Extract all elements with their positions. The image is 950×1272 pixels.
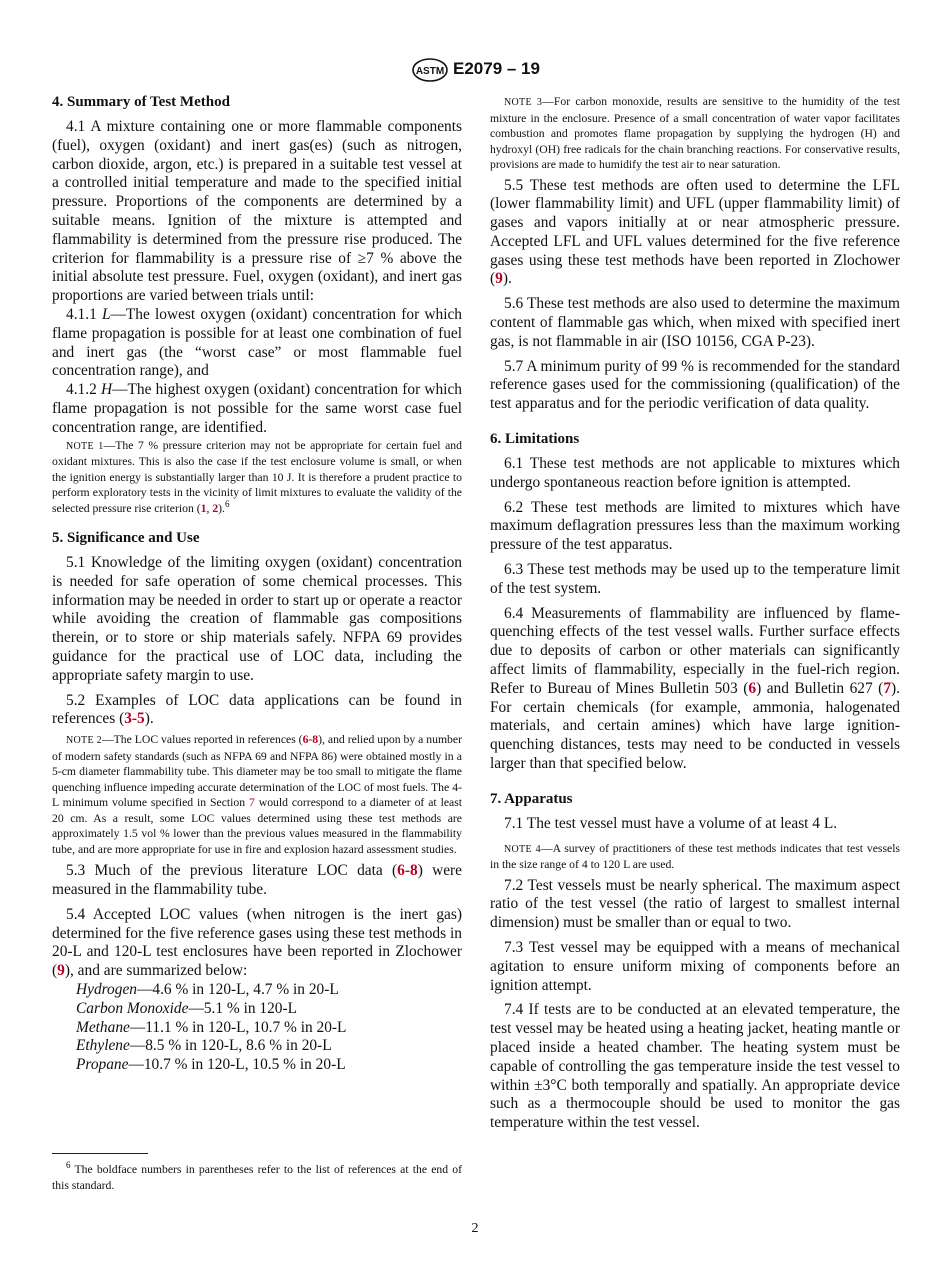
para-4-1-1: 4.1.1 L—The lowest oxygen (oxidant) concentration for which flame propagation is possible for at least one combination of fuel and inert gas (the “worst case” or most flammable fuel concentration range), and bbox=[52, 305, 462, 380]
ref-link[interactable]: 6-8 bbox=[397, 862, 418, 880]
ref-link[interactable]: 9 bbox=[495, 270, 503, 288]
note-3: NOTE 3—For carbon monoxide, results are sensitive to the humidity of the test mixture in the enclosure. Presence of a small concentration of water vapor facilitates combustion and promotes flame propagation by supplying the hydrogen (H) and hydroxyl (OH) free radicals for the chain branching reactions. For conservative results, provisions are made to humidify the test air to near saturation. bbox=[490, 95, 900, 171]
note-2: NOTE 2—The LOC values reported in references (6-8), and relied upon by a number of modern safety standards (such as NFPA 69 and NFPA 86) were obtained mostly in a 5-cm diameter flammability tube. This diameter may be too small to mitigate the flame quenching influence impeding accurate determination of the LOC of most fuels. The 4-L minimum volume specified in Section 7 would correspond to a diameter of at least 20 cm. As a result, some LOC values determined using these test methods are approximately 1.5 vol % lower than the previous values measured in the flammability tube, and are more appropriate for use in fire and explosion hazard assessment studies. bbox=[52, 733, 462, 856]
list-item: Ethylene—8.5 % in 120-L, 8.6 % in 20-L bbox=[76, 1037, 332, 1055]
list-item: Hydrogen—4.6 % in 120-L, 4.7 % in 20-L bbox=[76, 981, 339, 998]
para-5-4: 5.4 Accepted LOC values (when nitrogen is the inert gas) determined for the five reference gases using these test methods in 20-L and 120-L test enclosures have been reported in Zlochower (9), and are summarized below: bbox=[52, 905, 462, 980]
standard-number: E2079 – 19 bbox=[453, 59, 540, 78]
para-4-1-2: 4.1.2 H—The highest oxygen (oxidant) concentration for which flame propagation is not possible for the same worst case fuel concentration range, are identified. bbox=[52, 381, 462, 436]
para-6-1: 6.1 These test methods are not applicable to mixtures which undergo spontaneous reaction before ignition is attempted. bbox=[490, 455, 900, 491]
para-5-3: 5.3 Much of the previous literature LOC data (6-8) were measured in the flammability tube. bbox=[52, 862, 463, 899]
ref-link[interactable]: 1 bbox=[200, 501, 207, 515]
page-header bbox=[0, 58, 950, 82]
left-column bbox=[52, 93, 462, 1075]
para-7-3: 7.3 Test vessel may be equipped with a means of mechanical agitation to ensure uniform mixing of components before an ignition attempt. bbox=[490, 939, 900, 994]
section-5-heading: 5. Significance and Use bbox=[52, 530, 200, 547]
para-7-1: 7.1 The test vessel must have a volume of at least 4 L. bbox=[504, 814, 838, 832]
para-5-1: 5.1 Knowledge of the limiting oxygen (oxidant) concentration is needed for safe operation of some chemical processes. This information may be needed in order to start up or operate a reactor while avoiding the creation of flammable gas compositions therein, or to store or ship materials safely. NFPA 69 provides guidance for the practical use of LOC data, including the appropriate safety margin to use. bbox=[52, 554, 462, 684]
section-7-heading: 7. Apparatus bbox=[490, 790, 573, 807]
ref-link[interactable]: 2 bbox=[212, 501, 219, 515]
footnote-marker[interactable]: 6 bbox=[224, 498, 230, 509]
svg-text:ASTM: ASTM bbox=[415, 66, 445, 77]
para-7-4: 7.4 If tests are to be conducted at an elevated temperature, the test vessel may be heated using a heating jacket, heating mantle or placed inside a heated chamber. The heating system must be capable of controlling the gas temperature inside the test vessel to within ±3°C both temporally and spatially. An appropriate device such as a thermocouple should be used to monitor the gas temperature within the test vessel. bbox=[490, 1001, 900, 1132]
ref-link[interactable]: 7 bbox=[883, 679, 892, 697]
para-6-3: 6.3 These test methods may be used up to the temperature limit of the test system. bbox=[490, 561, 900, 597]
section-6-heading: 6. Limitations bbox=[490, 431, 580, 448]
footnote: $^6$ The boldface numbers in parentheses refer to the list of references at the end of this standard. bbox=[52, 1160, 462, 1192]
note-1: NOTE 1—The 7 % pressure criterion may not be appropriate for certain fuel and oxidant mixtures. This is also the case if the test enclosure volume is small, or when the ignition energy is substantially larger than 10 J. It is therefore a prudent practice to perform exploratory tests in the vicinity of limit mixtures to evaluate the validity of the selected pressure rise criterion (1, 2).$^6$ bbox=[52, 438, 462, 515]
right-column bbox=[490, 94, 900, 1133]
section-4-heading: 4. Summary of Test Method bbox=[52, 94, 230, 110]
ref-link[interactable]: 6-8 bbox=[302, 733, 319, 747]
ref-link[interactable]: 6 bbox=[748, 679, 757, 697]
para-5-2: 5.2 Examples of LOC data applications can be found in references (3-5). bbox=[52, 691, 462, 728]
ref-link[interactable]: 9 bbox=[57, 962, 65, 980]
para-6-2: 6.2 These test methods are limited to mixtures which have maximum deflagration pressures less than the maximum working pressure of the test apparatus. bbox=[490, 498, 900, 554]
para-5-6: 5.6 These test methods are also used to determine the maximum content of flammable gas which, when mixed with specified inert gas, is not flammable in air (ISO 10156, CGA P-23). bbox=[490, 295, 900, 350]
astm-logo-icon bbox=[410, 58, 450, 82]
section-link[interactable]: 7 bbox=[249, 796, 255, 810]
footnote-divider bbox=[52, 1153, 148, 1154]
note-4: NOTE 4—A survey of practitioners of these test methods indicates that test vessels in the size range of 4 to 120 L are used. bbox=[490, 841, 900, 872]
list-item: Carbon Monoxide—5.1 % in 120-L bbox=[76, 999, 298, 1017]
ref-link[interactable]: 3-5 bbox=[124, 710, 145, 728]
page-number: 2 bbox=[471, 1221, 479, 1236]
para-5-5: 5.5 These test methods are often used to determine the LFL (lower flammability limit) and UFL (upper flammability limit) of gases and vapors initially at or near atmospheric pressure. Accepted LFL and UFL values determined for the five reference gases using these test methods have been reported in Zlochower (9). bbox=[490, 176, 900, 288]
para-5-7: 5.7 A minimum purity of 99 % is recommended for the standard reference gases used for the commissioning (qualification) of the test apparatus and for the periodic verification of data quality. bbox=[490, 357, 900, 413]
list-item: Methane—11.1 % in 120-L, 10.7 % in 20-L bbox=[76, 1018, 347, 1036]
list-item: Propane—10.7 % in 120-L, 10.5 % in 20-L bbox=[76, 1056, 346, 1074]
para-4-1: 4.1 A mixture containing one or more flammable components (fuel), oxygen (oxidant) and inert gas(es) (such as nitrogen, carbon dioxide, argon, etc.) is prepared in a suitable test vessel at a controlled initial temperature and made to the specified initial pressure. Proportions of the components are determined by a suitable means. Ignition of the mixture is attempted and flammability is determined from the pressure rise produced. The criterion for flammability is a pressure rise of ≥7 % above the initial absolute test pressure. Fuel, oxygen (oxidant), and inert gas proportions are varied between trials until: bbox=[52, 118, 462, 305]
loc-values-list bbox=[52, 981, 462, 1075]
para-6-4: 6.4 Measurements of flammability are influenced by flame-quenching effects of the test vessel walls. Further surface effects due to deposits of carbon or other materials can significantly affect limits of flammability, especially in the fuel-rich region. Refer to Bureau of Mines Bulletin 503 (6) and Bulletin 627 (7). For certain chemicals (for example, ammonia, halogenated materials, and certain amines) which have large ignition-quenching distances, tests may need to be conducted in vessels larger than that specified below. bbox=[490, 604, 900, 773]
para-7-2: 7.2 Test vessels must be nearly spherical. The maximum aspect ratio of the test vessel (the ratio of largest to smallest internal dimension) must be smaller than or equal to two. bbox=[490, 876, 900, 932]
